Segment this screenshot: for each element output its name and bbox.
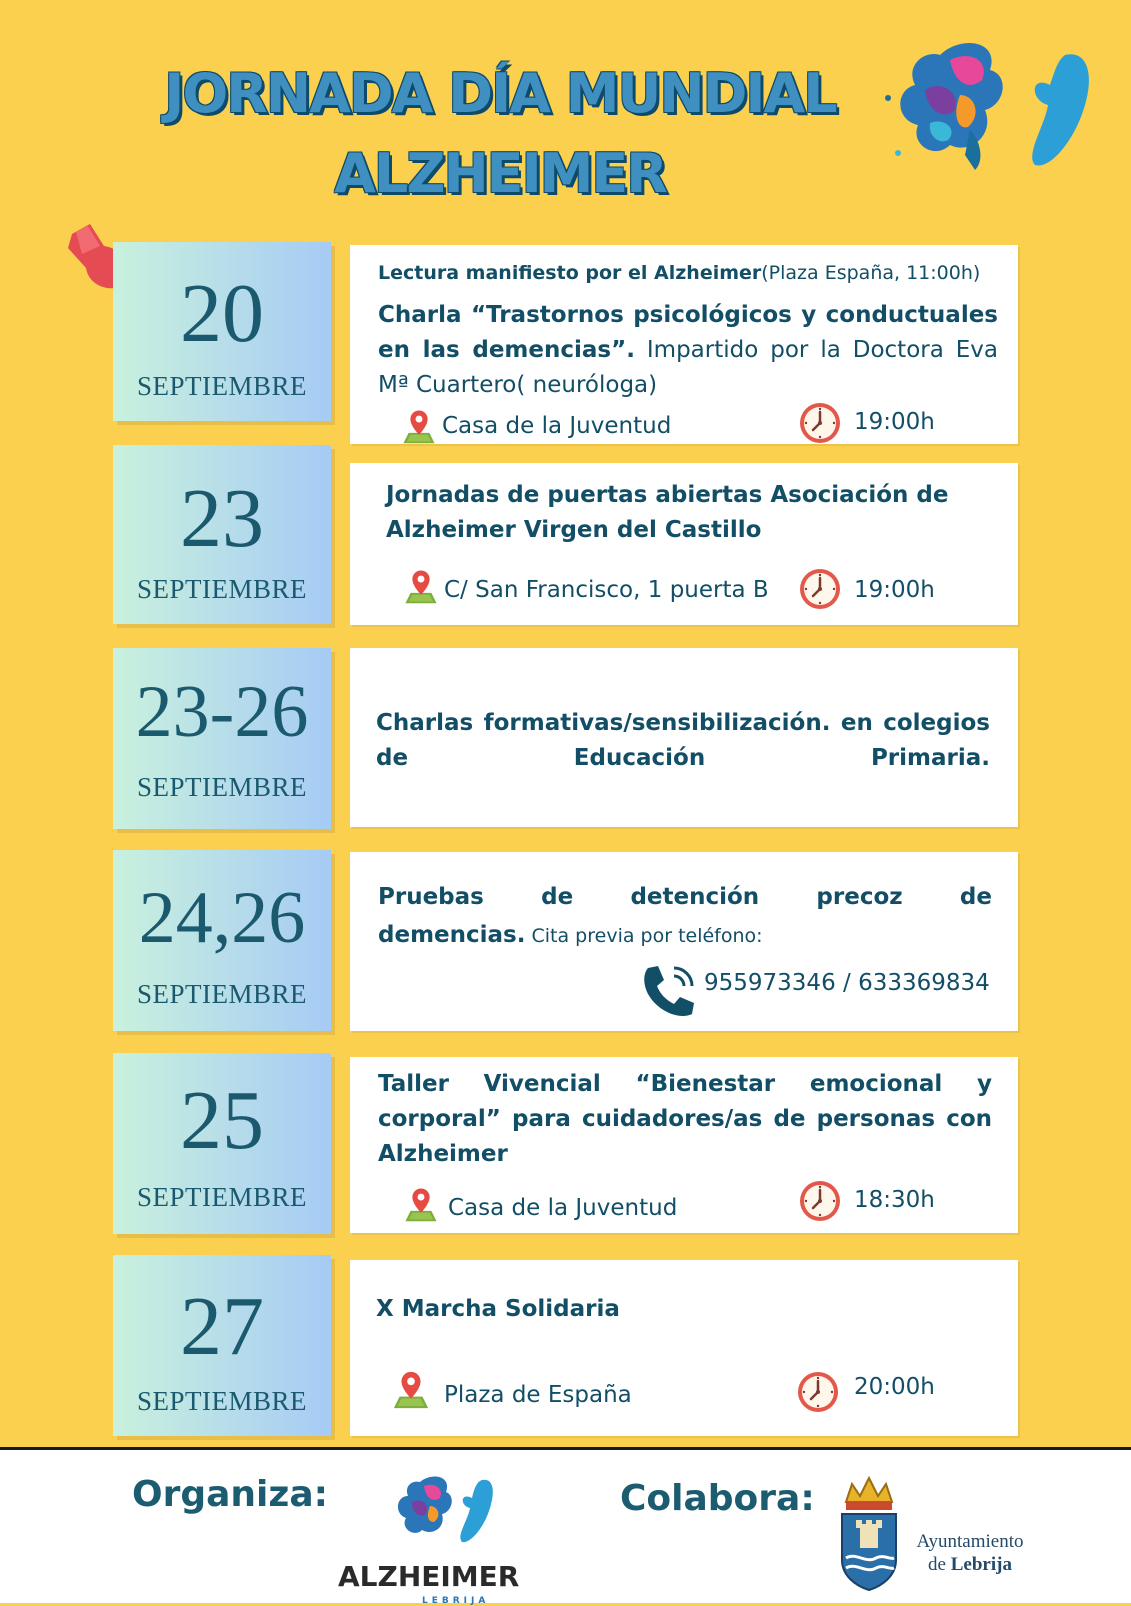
event-title: Taller Vivencial “Bienestar emocional y corporal” para cuidadores/as de personas con Alzheimer: [378, 1071, 992, 1167]
date-box-24-26: [113, 850, 331, 1031]
event-card-2: [350, 463, 1018, 625]
clock-icon: [796, 1370, 840, 1414]
date-month: SEPTIEMBRE: [136, 772, 308, 802]
ayuntamiento-line-1: Ayuntamiento: [916, 1531, 1024, 1552]
footer: [0, 1447, 1131, 1606]
ayuntamiento-line-2: [902, 1553, 1038, 1576]
date-month: SEPTIEMBRE: [136, 1182, 308, 1212]
date-day: 27: [180, 1280, 264, 1373]
date-day: 25: [180, 1074, 264, 1167]
organiza-label: Organiza:: [132, 1474, 329, 1515]
event-description: [378, 298, 998, 403]
event-line: [378, 256, 998, 291]
ayuntamiento-de: de: [928, 1554, 951, 1575]
event-title: X Marcha Solidaria: [376, 1296, 620, 1322]
title-line-1: JORNADA DÍA MUNDIAL: [164, 62, 836, 125]
event-note: Cita previa por teléfono:: [525, 925, 763, 947]
colabora-label: Colabora:: [620, 1478, 815, 1519]
event-phone[interactable]: 955973346 / 633369834: [704, 970, 990, 996]
alzheimer-logo-icon: [870, 35, 1120, 185]
date-month: SEPTIEMBRE: [136, 371, 308, 401]
date-month: SEPTIEMBRE: [136, 574, 308, 604]
date-day: 24,26: [138, 877, 306, 959]
clock-icon: [798, 401, 842, 445]
org-logo-sub: LEBRIJA: [422, 1596, 490, 1606]
ayuntamiento-text: [902, 1530, 1038, 1576]
event-speaker: Impartido por la Doctora Eva Mª Cuartero( neuróloga): [378, 337, 998, 398]
date-day: 23-26: [135, 671, 309, 753]
event-card-3: [350, 648, 1018, 827]
event-location: Plaza de España: [444, 1382, 632, 1408]
date-box-20: [113, 242, 331, 421]
map-pin-icon: [402, 567, 440, 605]
map-pin-icon: [402, 1185, 440, 1223]
ayuntamiento-lebrija: Lebrija: [950, 1554, 1012, 1575]
date-month: SEPTIEMBRE: [136, 1386, 308, 1416]
alzheimer-lebrija-logo-icon: [390, 1472, 500, 1552]
event-description: demencias. Cita previa por teléfono:: [378, 922, 763, 948]
event-headline: Lectura manifiesto por el Alzheimer: [378, 262, 762, 284]
event-card-4: [350, 852, 1018, 1031]
date-box-23-26: [113, 648, 331, 829]
event-time: 19:00h: [854, 577, 935, 603]
event-title: Charla “Trastornos psicológicos y conductuales en las demencias”.: [378, 302, 998, 363]
date-day: 23: [180, 472, 264, 565]
date-box-25: [113, 1053, 331, 1234]
lebrija-coat-of-arms-icon: [838, 1472, 900, 1592]
event-card-5: [350, 1057, 1018, 1233]
event-card-6: [350, 1260, 1018, 1436]
event-place-time: (Plaza España, 11:00h): [761, 262, 981, 284]
event-location: C/ San Francisco, 1 puerta B: [444, 577, 769, 603]
clock-icon: [798, 567, 842, 611]
event-location: Casa de la Juventud: [442, 413, 672, 439]
event-card-1: [350, 245, 1018, 444]
map-pin-icon: [390, 1368, 432, 1410]
title-line-2: ALZHEIMER: [334, 142, 666, 205]
event-time: 19:00h: [854, 409, 935, 435]
event-location: Casa de la Juventud: [448, 1195, 678, 1221]
date-month: SEPTIEMBRE: [136, 979, 308, 1009]
event-time: 20:00h: [854, 1374, 935, 1400]
event-title: Jornadas de puertas abiertas Asociación de Alzheimer Virgen del Castillo: [386, 482, 949, 543]
map-pin-icon: [400, 407, 438, 445]
date-box-23: [113, 445, 331, 624]
event-title: Charlas formativas/sensibilización. en colegios de Educación Primaria.: [376, 710, 990, 771]
event-title-line: Pruebas de detención precoz de: [378, 884, 992, 910]
event-time: 18:30h: [854, 1187, 935, 1213]
date-box-27: [113, 1255, 331, 1436]
phone-icon: [640, 964, 698, 1020]
org-logo-name: ALZHEIMER: [338, 1560, 520, 1593]
clock-icon: [798, 1179, 842, 1223]
date-day: 20: [180, 267, 264, 360]
